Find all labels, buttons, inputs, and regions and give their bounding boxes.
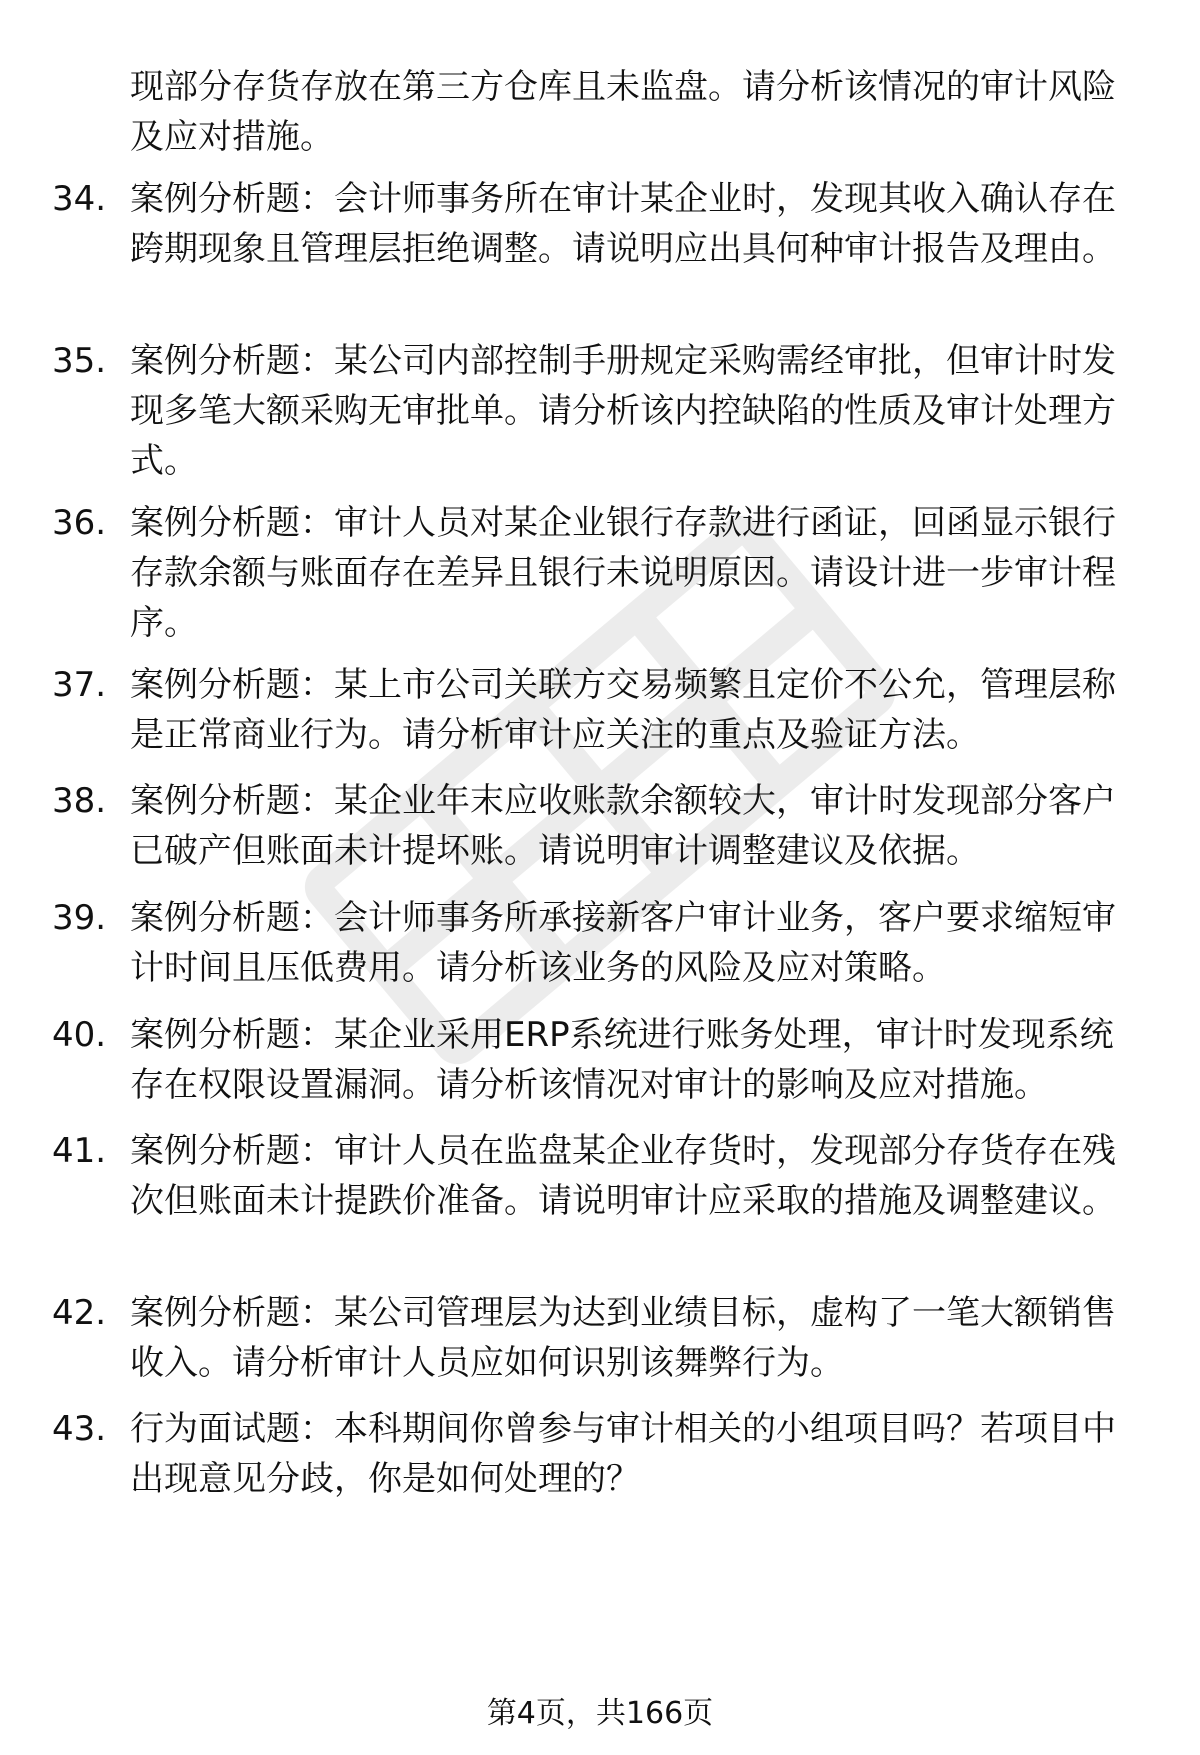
- question-text: 案例分析题：会计师事务所在审计某企业时，发现其收入确认存在跨期现象且管理层拒绝调整。请说明应出具何种审计报告及理由。: [130, 179, 1116, 269]
- question-number: 36.: [52, 503, 107, 543]
- continued-question-text: 现部分存货存放在第三方仓库且未监盘。请分析该情况的审计风险及应对措施。: [130, 67, 1116, 157]
- question-number: 38.: [52, 781, 107, 821]
- page-footer: 第4页，共166页: [486, 1696, 714, 1731]
- question-number: 41.: [52, 1131, 107, 1171]
- question-text: 案例分析题：审计人员在监盘某企业存货时，发现部分存货存在残次但账面未计提跌价准备。请说明审计应采取的措施及调整建议。: [130, 1131, 1116, 1221]
- question-number: 37.: [52, 665, 107, 705]
- question-text: 案例分析题：某企业年末应收账款余额较大，审计时发现部分客户已破产但账面未计提坏账。请说明审计调整建议及依据。: [130, 781, 1116, 871]
- question-text: 行为面试题：本科期间你曾参与审计相关的小组项目吗？若项目中出现意见分歧，你是如何处理的？: [130, 1409, 1116, 1499]
- question-number: 35.: [52, 341, 107, 381]
- question-text: 案例分析题：某上市公司关联方交易频繁且定价不公允，管理层称是正常商业行为。请分析审计应关注的重点及验证方法。: [130, 665, 1116, 755]
- question-text: 案例分析题：某公司管理层为达到业绩目标，虚构了一笔大额销售收入。请分析审计人员应如何识别该舞弊行为。: [130, 1293, 1116, 1383]
- question-number: 39.: [52, 898, 107, 938]
- question-number: 43.: [52, 1409, 107, 1449]
- question-number: 42.: [52, 1293, 107, 1333]
- question-text: 案例分析题：某企业采用ERP系统进行账务处理，审计时发现系统存在权限设置漏洞。请分析该情况对审计的影响及应对措施。: [130, 1015, 1114, 1105]
- question-number: 34.: [52, 179, 107, 219]
- question-text: 案例分析题：审计人员对某企业银行存款进行函证，回函显示银行存款余额与账面存在差异且银行未说明原因。请设计进一步审计程序。: [130, 503, 1116, 643]
- question-text: 案例分析题：会计师事务所承接新客户审计业务，客户要求缩短审计时间且压低费用。请分析该业务的风险及应对策略。: [130, 898, 1116, 988]
- question-text: 案例分析题：某公司内部控制手册规定采购需经审批，但审计时发现多笔大额采购无审批单。请分析该内控缺陷的性质及审计处理方式。: [130, 341, 1116, 481]
- question-number: 40.: [52, 1015, 107, 1055]
